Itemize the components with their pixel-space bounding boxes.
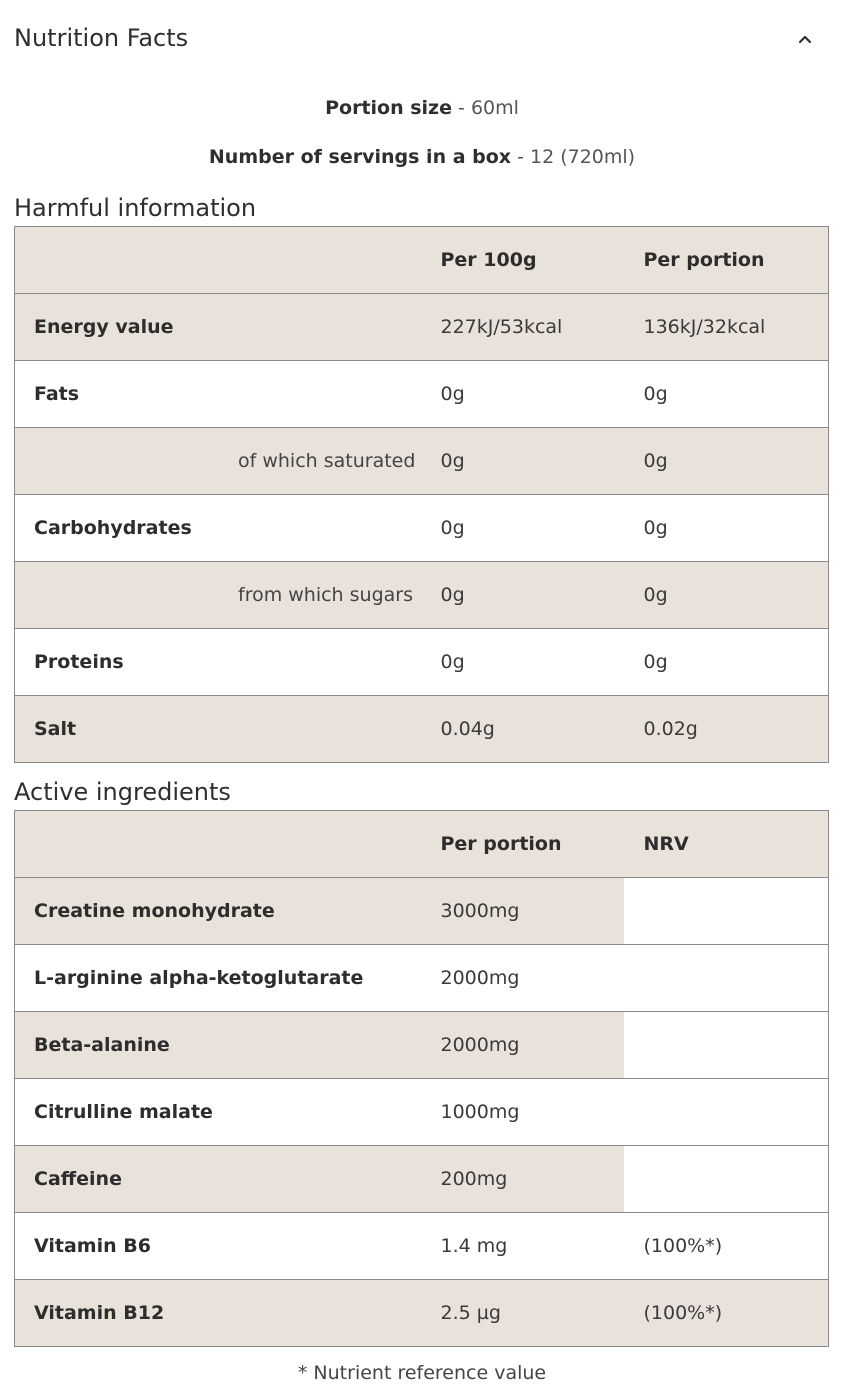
per-portion-value: 0.02g [624,696,829,763]
table-row [15,1280,829,1347]
per-portion-value: 0g [624,495,829,562]
chevron-up-icon [794,28,816,50]
table-row [15,1012,829,1079]
per-portion-value: 0g [624,428,829,495]
per-100g-value: 0g [421,361,624,428]
nrv-value [624,1012,829,1079]
nutrient-name: Carbohydrates [15,495,421,562]
column-header: NRV [624,811,829,878]
nutrient-name: Proteins [15,629,421,696]
nutrient-name: of which saturated [15,428,421,495]
per-100g-value: 0g [421,562,624,629]
per-100g-value: 0g [421,428,624,495]
per-portion-value: 200mg [421,1146,624,1213]
servings-label: Number of servings in a box [208,146,512,168]
per-portion-value: 0g [624,562,829,629]
table-row [15,878,829,945]
table-row [15,1213,829,1280]
per-100g-value: 227kJ/53kcal [421,294,624,361]
table-row [15,945,829,1012]
nrv-value [624,1146,829,1213]
portion-size [0,97,844,119]
ingredient-name: Vitamin B6 [15,1213,421,1280]
collapse-toggle-button[interactable] [794,28,816,50]
nutrient-name: Fats [15,361,421,428]
ingredient-name: Caffeine [15,1146,421,1213]
per-portion-value: 1000mg [421,1079,624,1146]
nrv-value [624,945,829,1012]
portion-size-value: 60ml [470,97,519,119]
nutrient-name: Salt [15,696,421,763]
per-portion-value: 0g [624,629,829,696]
per-portion-value: 1.4 mg [421,1213,624,1280]
per-portion-value: 2000mg [421,1012,624,1079]
nrv-value [624,1079,829,1146]
per-100g-value: 0g [421,495,624,562]
table-row [15,562,829,629]
table-header-row [15,227,829,294]
column-header [15,227,421,294]
servings-value: 12 (720ml) [530,146,636,168]
column-header: Per portion [421,811,624,878]
per-portion-value: 3000mg [421,878,624,945]
servings-separator: - [511,146,530,168]
ingredient-name: Beta-alanine [15,1012,421,1079]
table-row [15,696,829,763]
table-header-row [15,811,829,878]
nutrient-name: from which sugars [15,562,421,629]
per-portion-value: 2.5 µg [421,1280,624,1347]
harmful-table [14,226,829,763]
table-row [15,629,829,696]
table-row [15,1079,829,1146]
table-row [15,294,829,361]
nutrition-facts-header[interactable] [14,22,830,56]
per-portion-value: 0g [624,361,829,428]
ingredient-name: Vitamin B12 [15,1280,421,1347]
nutrient-name: Energy value [15,294,421,361]
servings-count [0,146,844,168]
column-header [15,811,421,878]
active-section-title: Active ingredients [14,778,231,806]
per-100g-value: 0g [421,629,624,696]
per-100g-value: 0.04g [421,696,624,763]
active-ingredients-table [14,810,829,1347]
footnote: * Nutrient reference value [297,1362,547,1384]
ingredient-name: L-arginine alpha-ketoglutarate [15,945,421,1012]
table-row [15,1146,829,1213]
nrv-value [624,878,829,945]
harmful-section-title: Harmful information [14,194,257,222]
table-row [15,361,829,428]
table-row [15,428,829,495]
ingredient-name: Citrulline malate [15,1079,421,1146]
portion-size-label: Portion size [325,97,452,119]
per-portion-value: 2000mg [421,945,624,1012]
column-header: Per portion [624,227,829,294]
nrv-value: (100%*) [624,1213,829,1280]
page-title: Nutrition Facts [14,24,189,52]
column-header: Per 100g [421,227,624,294]
per-portion-value: 136kJ/32kcal [624,294,829,361]
ingredient-name: Creatine monohydrate [15,878,421,945]
table-row [15,495,829,562]
nrv-value: (100%*) [624,1280,829,1347]
portion-size-separator: - [452,97,471,119]
